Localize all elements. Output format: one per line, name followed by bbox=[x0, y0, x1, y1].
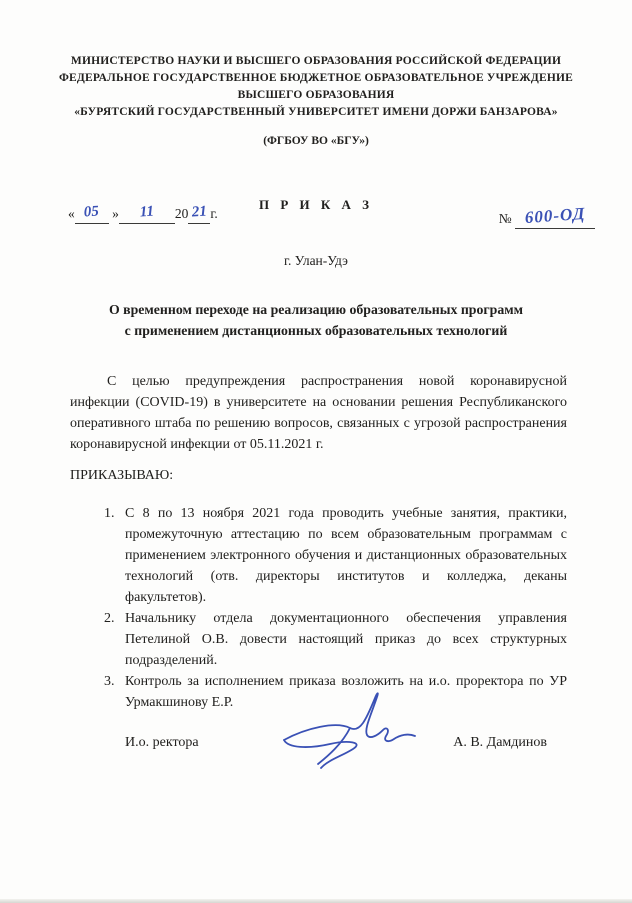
handwritten-year: 21 bbox=[191, 203, 208, 221]
order-item-1 bbox=[104, 503, 567, 608]
university-abbreviation: (ФГБОУ ВО «БГУ») bbox=[263, 135, 369, 147]
item-text: Контроль за исполнением приказа возложить на и.о. проректора по УР Урмакшинову Е.Р. bbox=[125, 674, 567, 710]
order-preamble: С целью предупреждения распространения новой коронавирусной инфекции (COVID-19) в университете на основании решения Республиканского оперативного штаба по решению вопросов, связанных с угрозой распространения коронавирусной инфекции от 05.11.2021 г. bbox=[70, 374, 567, 452]
order-subject bbox=[40, 299, 592, 341]
ministry-line: МИНИСТЕРСТВО НАУКИ И ВЫСШЕГО ОБРАЗОВАНИЯ РОССИЙСКОЙ ФЕДЕРАЦИИ bbox=[70, 55, 562, 67]
date-month-blank bbox=[119, 203, 175, 224]
number-blank bbox=[515, 203, 595, 229]
date-close-quote: » bbox=[112, 206, 119, 221]
order-subject-line2: с применением дистанционных образовательных технологий bbox=[124, 323, 508, 338]
number-label: № bbox=[498, 211, 512, 226]
institution-line: ФЕДЕРАЛЬНОЕ ГОСУДАРСТВЕННОЕ БЮДЖЕТНОЕ ОБРАЗОВАТЕЛЬНОЕ УЧРЕЖДЕНИЕ bbox=[58, 72, 574, 84]
page-bottom-edge bbox=[0, 899, 632, 903]
ministry-header bbox=[18, 53, 614, 121]
handwritten-month: 11 bbox=[139, 203, 155, 221]
date-year-printed: 20 bbox=[174, 206, 189, 221]
date-year-blank bbox=[188, 203, 210, 224]
date-open-quote: « bbox=[68, 206, 75, 221]
item-number: 2. bbox=[104, 611, 115, 626]
date-day-blank bbox=[75, 203, 109, 224]
order-item-2 bbox=[104, 608, 567, 671]
city-label: г. Улан-Удэ bbox=[284, 253, 348, 268]
university-name-line: «БУРЯТСКИЙ ГОСУДАРСТВЕННЫЙ УНИВЕРСИТЕТ ИМЕНИ ДОРЖИ БАНЗАРОВА» bbox=[74, 106, 558, 118]
item-text: С 8 по 13 ноября 2021 года проводить учебные занятия, практики, промежуточную аттестацию по всем образовательным программам с применением электронного обучения и дистанционных образовательных технологий (отв. директоры институтов и колледжа, деканы факультетов). bbox=[125, 506, 567, 605]
education-line: ВЫСШЕГО ОБРАЗОВАНИЯ bbox=[237, 89, 395, 101]
order-items bbox=[104, 503, 567, 713]
order-subject-line1: О временном переходе на реализацию образовательных программ bbox=[108, 302, 524, 317]
signer-name: А. В. Дамдинов bbox=[453, 735, 547, 750]
date-suffix: г. bbox=[210, 206, 218, 221]
signer-position: И.о. ректора bbox=[125, 735, 199, 750]
order-heading: П Р И К А З bbox=[258, 197, 374, 212]
item-text: Начальнику отдела документационного обеспечения управления Петелиной О.В. довести настоящий приказ до всех структурных подразделений. bbox=[125, 611, 567, 668]
item-number: 1. bbox=[104, 506, 115, 521]
handwritten-order-number: 600-ОД bbox=[523, 203, 586, 228]
signature-icon bbox=[276, 688, 434, 785]
directive-word: ПРИКАЗЫВАЮ: bbox=[70, 468, 174, 483]
order-date-line bbox=[68, 203, 218, 224]
handwritten-day: 05 bbox=[83, 203, 100, 221]
item-number: 3. bbox=[104, 674, 115, 689]
order-number-line bbox=[498, 203, 595, 229]
